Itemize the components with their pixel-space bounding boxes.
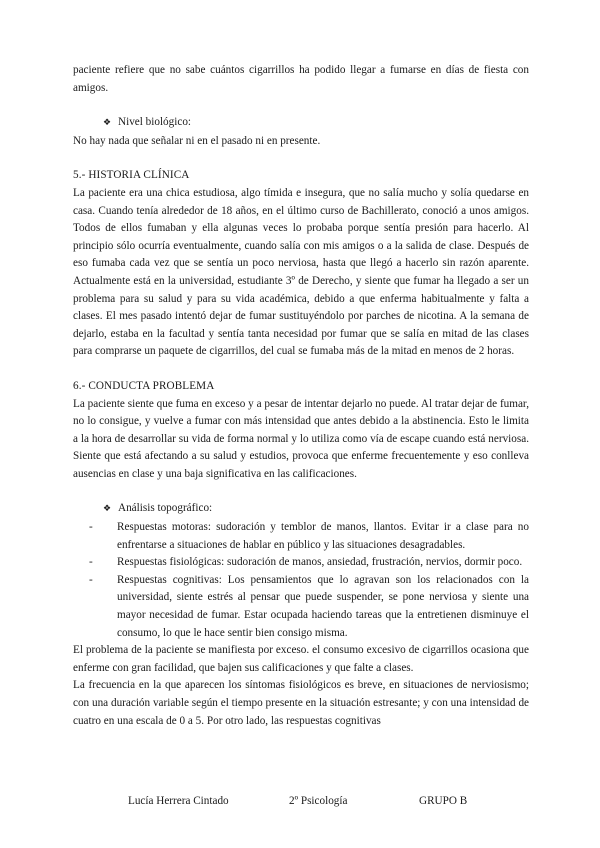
closing-paragraph-1: El problema de la paciente se manifiesta por exceso. el consumo excesivo de cigarrillos ocasiona que enferme con gran facilidad, que bajen sus calificaciones y que falte a clases.: [73, 644, 529, 674]
dash-bullet-icon: -: [89, 556, 93, 569]
respuestas-list: [73, 519, 529, 642]
footer-author: Lucía Herrera Cintado: [128, 795, 229, 807]
diamond-bullet-icon: ❖: [103, 118, 112, 129]
footer-group: GRUPO B: [419, 795, 468, 807]
list-item: - Respuestas fisiológicas: sudoración de manos, ansiedad, frustración, nervios, dormir poco.: [73, 554, 529, 572]
conducta-paragraph: La paciente siente que fuma en exceso y a pesar de intentar dejarlo no puede. Al tratar dejar de fumar, no lo consigue, y vuelve a fumar con más intensidad que antes debido a la abstinencia. Esto le limita a la hora de desarrollar su vida de forma normal y lo utiliza como vía de escape cuando está nerviosa. Siente que está afectando a su salud y estudios, provoca que enferme frecuentemente y eso conlleva ausencias en clase y una baja significativa en las calificaciones.: [73, 397, 529, 480]
list-item: - Respuestas cognitivas: Los pensamientos que lo agravan son los relacionados con la universidad, siente estrés al pensar que puede suspender, se pone nerviosa y siente una mayor necesidad de fumar. Estar ocupada haciendo tareas que la entretienen disminuye el consumo, lo que le hace sentir bien consigo misma.: [89, 573, 529, 639]
dash-bullet-icon: -: [89, 521, 93, 534]
document-page: [73, 62, 529, 730]
biologico-bullet: [73, 114, 529, 133]
analisis-label: Análisis topográfico:: [118, 502, 213, 515]
biologico-paragraph: No hay nada que señalar ni en el pasado ni en presente.: [73, 134, 321, 147]
footer-course: 2º Psicología: [289, 795, 348, 807]
analisis-bullet: [73, 500, 529, 519]
closing-paragraph-2: La frecuencia en la que aparecen los síntomas fisiológicos es breve, en situaciones de nerviosismo; con una duración variable según el tiempo presente en la situación estresante; y con una intensidad de cuatro en una escala de 0 a 5. Por otro lado, las respuestas cognitivas: [73, 679, 529, 727]
diamond-bullet-icon: ❖: [103, 504, 112, 515]
intro-paragraph: paciente refiere que no sabe cuántos cigarrillos ha podido llegar a fumarse en días de fiesta con amigos.: [73, 64, 529, 94]
historia-heading: 5.- HISTORIA CLÍNICA: [73, 169, 190, 182]
list-item: - Respuestas motoras: sudoración y temblor de manos, llantos. Evitar ir a clase para no enfrentarse a situaciones de hablar en público y las situaciones desagradables.: [89, 521, 529, 551]
dash-bullet-icon: -: [89, 573, 93, 586]
historia-paragraph: La paciente era una chica estudiosa, algo tímida e insegura, que no salía mucho y solía quedarse en casa. Cuando tenía alrededor de 18 años, en el último curso de Bachillerato, conoció a unos amigos. Todos de ellos fumaban y ella algunas veces lo probaba porque sentía presión para hacerlo. Al principio sólo ocurría eventualmente, cuando salía con mis amigos o a la salida de clase. Después de eso fumaba cada vez que se sentía un poco nerviosa, hasta que llegó a hacerlo sin razón aparente. Actualmente está en la universidad, estudiante 3º de Derecho, y siente que fumar ha llegado a ser un problema para su salud y para su vida académica, debido a que enferma habitualmente y falta a clases. El mes pasado intentó dejar de fumar sustituyéndolo por parches de nicotina. A la semana de dejarlo, estaba en la facultad y sentía tanta necesidad por fumar que se salía en mitad de las clases para comprarse un paquete de cigarrillos, del cual se fumaba más de la mitad en menos de 2 horas.: [73, 186, 529, 358]
conducta-heading: 6.- CONDUCTA PROBLEMA: [73, 379, 215, 392]
biologico-label: Nivel biológico:: [118, 116, 192, 129]
